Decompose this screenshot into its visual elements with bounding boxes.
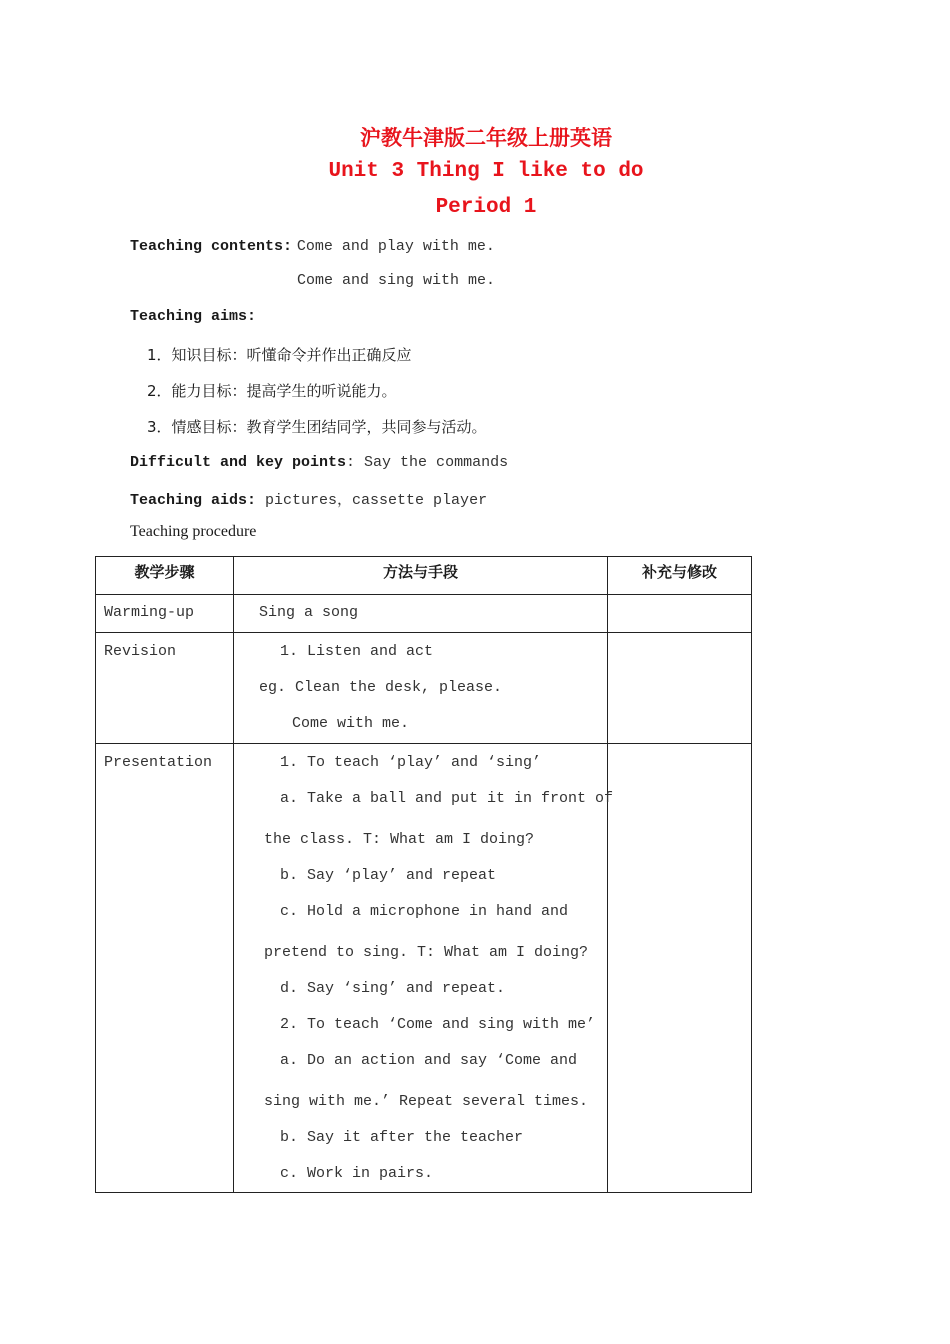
teaching-contents — [130, 236, 495, 255]
header-method: 方法与手段 — [234, 557, 608, 595]
table-row — [96, 744, 752, 1193]
period-title: Period 1 — [435, 196, 537, 219]
aim-item: 2．能力目标：提高学生的听说能力。 — [147, 382, 397, 400]
method-line: 2. To teach ‘Come and sing with me’ — [280, 1016, 596, 1033]
teaching-aids — [130, 488, 487, 509]
step-label: Revision — [104, 643, 177, 660]
notes-cell — [608, 633, 752, 744]
method-line: the class. T: What am I doing? — [264, 831, 535, 848]
step-label: Presentation — [104, 754, 213, 771]
key-points-value: : Say the commands — [346, 454, 509, 471]
teaching-aids-value: pictures，cassette player — [256, 492, 488, 509]
notes-cell — [608, 744, 752, 1193]
teaching-aids-label: Teaching aids: — [130, 492, 257, 509]
method-line: c. Hold a microphone in hand and — [280, 903, 569, 920]
method-cell — [234, 633, 608, 744]
method-line: 1. To teach ‘play’ and ‘sing’ — [280, 754, 542, 771]
method-line: b. Say ‘play’ and repeat — [280, 867, 497, 884]
header-notes: 补充与修改 — [608, 557, 752, 595]
method-line: b. Say it after the teacher — [280, 1129, 524, 1146]
step-label: Warming-up — [104, 604, 195, 621]
table-row — [96, 633, 752, 744]
teaching-contents-label: Teaching contents: — [130, 238, 293, 255]
aim-item: 1．知识目标：听懂命令并作出正确反应 — [147, 346, 412, 364]
teaching-aims-label: Teaching aims: — [130, 308, 257, 325]
method-cell — [234, 595, 608, 633]
key-points — [130, 452, 508, 471]
method-line: c. Work in pairs. — [280, 1165, 434, 1182]
teaching-contents-value-1: Come and play with me. — [296, 238, 495, 255]
document-title: 沪教牛津版二年级上册英语 — [360, 126, 612, 150]
method-line: Come with me. — [292, 715, 410, 732]
aim-item: 3．情感目标：教育学生团结同学，共同参与活动。 — [147, 418, 487, 436]
header-step: 教学步骤 — [96, 557, 234, 595]
method-line: eg. Clean the desk, please. — [259, 679, 503, 696]
method-cell — [234, 744, 614, 1193]
key-points-label: Difficult and key points — [130, 454, 347, 471]
method-line: a. Do an action and say ‘Come and — [280, 1052, 578, 1069]
method-line: a. Take a ball and put it in front of — [280, 790, 614, 807]
method-line: 1. Listen and act — [280, 643, 434, 660]
method-line: Sing a song — [259, 604, 359, 621]
step-cell — [96, 744, 234, 1193]
unit-title: Unit 3 Thing I like to do — [328, 160, 644, 183]
step-cell — [96, 633, 234, 744]
teaching-procedure-heading: Teaching procedure — [130, 523, 257, 540]
procedure-table — [95, 556, 752, 1193]
table-row — [96, 595, 752, 633]
method-line: pretend to sing. T: What am I doing? — [264, 944, 589, 961]
method-line: d. Say ‘sing’ and repeat. — [280, 980, 506, 997]
table-header-row — [96, 557, 752, 595]
teaching-contents-value-2: Come and sing with me. — [297, 272, 496, 289]
method-line: sing with me.’ Repeat several times. — [264, 1093, 589, 1110]
step-cell — [96, 595, 234, 633]
notes-cell — [608, 595, 752, 633]
